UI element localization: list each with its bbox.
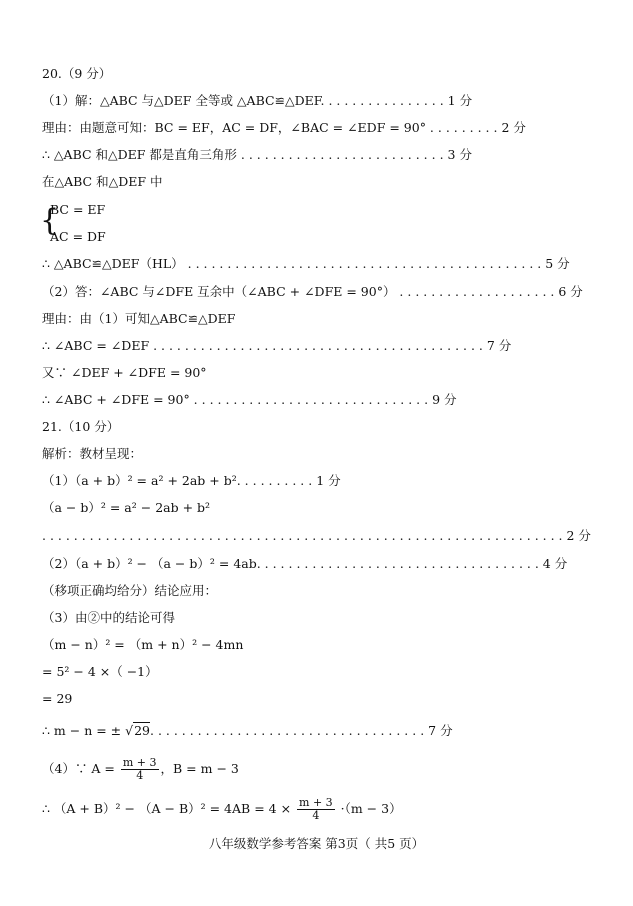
sqrt-pre: ∴ m − n = ± <box>42 723 126 738</box>
fraction-b <box>297 797 335 822</box>
radical-sign: √ <box>125 723 134 738</box>
q21-dots-line: . . . . . . . . . . . . . . . . . . . . . . . . . . . . . . . . . . . . . . . . . . . . . . . . . . . . . . . . . . . . . . . . . . 2 分 <box>42 528 591 543</box>
q21-formula-sum: （1）（a + b）² = a² + 2ab + b². . . . . . . . . . 1 分 <box>42 473 341 488</box>
condition-ac-df: AC = DF <box>50 229 106 244</box>
q20-part1-answer: （1）解：△ABC 与△DEF 全等或 △ABC≌△DEF. . . . . . . . . . . . . . . . 1 分 <box>42 93 473 108</box>
q20-right-triangles: ∴ △ABC 和△DEF 都是直角三角形 . . . . . . . . . . . . . . . . . . . . . . . . . . 3 分 <box>42 147 472 162</box>
q20-reason: 理由：由题意可知：BC = EF，AC = DF，∠BAC = ∠EDF = 90° . . . . . . . . . 2 分 <box>42 120 526 135</box>
fraction-b-denominator: 4 <box>312 809 320 822</box>
q20-conclusion: ∴ ∠ABC + ∠DFE = 90° . . . . . . . . . . . . . . . . . . . . . . . . . . . . . . 9 分 <box>42 392 457 407</box>
q21-intro: 解析：教材呈现： <box>42 446 143 461</box>
final-pre: ∴ （A + B）² − （A − B）² = 4AB = 4 × <box>42 801 296 816</box>
q21-final-expression <box>42 797 593 822</box>
system-brace: { <box>40 203 60 238</box>
q20-angle-sum: 又∵ ∠DEF + ∠DFE = 90° <box>42 365 207 380</box>
fraction-a-numerator: m + 3 <box>122 756 157 769</box>
fraction-b-numerator: m + 3 <box>299 796 333 809</box>
q20-part2-reason: 理由：由（1）可知△ABC≌△DEF <box>42 311 236 326</box>
sqrt-post: . . . . . . . . . . . . . . . . . . . . . . . . . . . . . . . . . . . 7 分 <box>150 723 453 738</box>
q21-part2: （2）（a + b）² − （a − b）² = 4ab. . . . . . . . . . . . . . . . . . . . . . . . . . . . . . . . . . . . 4 分 <box>42 556 568 571</box>
fraction-a <box>121 757 159 782</box>
q20-angle-equal: ∴ ∠ABC = ∠DEF . . . . . . . . . . . . . . . . . . . . . . . . . . . . . . . . . . . . . . . . . . 7 分 <box>42 338 512 353</box>
q21-eq1: （m − n）² = （m + n）² − 4mn <box>42 637 244 652</box>
q20-congruent-hl: ∴ △ABC≌△DEF（HL） . . . . . . . . . . . . . . . . . . . . . . . . . . . . . . . . . . . . . . . . . . . . . 5 分 <box>42 256 570 271</box>
q21-eq3: = 29 <box>42 691 73 706</box>
q21-part3: （3）由②中的结论可得 <box>42 610 175 625</box>
q21-header: 21.（10 分） <box>42 419 120 434</box>
q20-part2-answer: （2）答：∠ABC 与∠DFE 互余中（∠ABC + ∠DFE = 90°） . . . . . . . . . . . . . . . . . . . . 6 分 <box>42 284 583 299</box>
page-footer: 八年级数学参考答案 第3页（ 共5 页） <box>208 836 425 851</box>
sqrt-radicand: 29 <box>134 723 150 738</box>
final-post: ·（m − 3） <box>336 801 402 816</box>
q21-part4 <box>42 757 593 782</box>
q21-sqrt-line <box>42 723 593 739</box>
q21-eq2: = 5² − 4 ×（ −1） <box>42 664 158 679</box>
q21-note: （移项正确均给分）结论应用： <box>42 583 218 598</box>
part4-pre: （4）∵ A = <box>42 761 119 776</box>
q20-in-triangles: 在△ABC 和△DEF 中 <box>42 174 163 189</box>
q20-header: 20.（9 分） <box>42 66 112 81</box>
part4-post: ，B = m − 3 <box>160 761 239 776</box>
condition-bc-ef: BC = EF <box>50 202 106 217</box>
q21-formula-diff: （a − b）² = a² − 2ab + b² <box>42 500 211 515</box>
fraction-a-denominator: 4 <box>136 769 144 782</box>
